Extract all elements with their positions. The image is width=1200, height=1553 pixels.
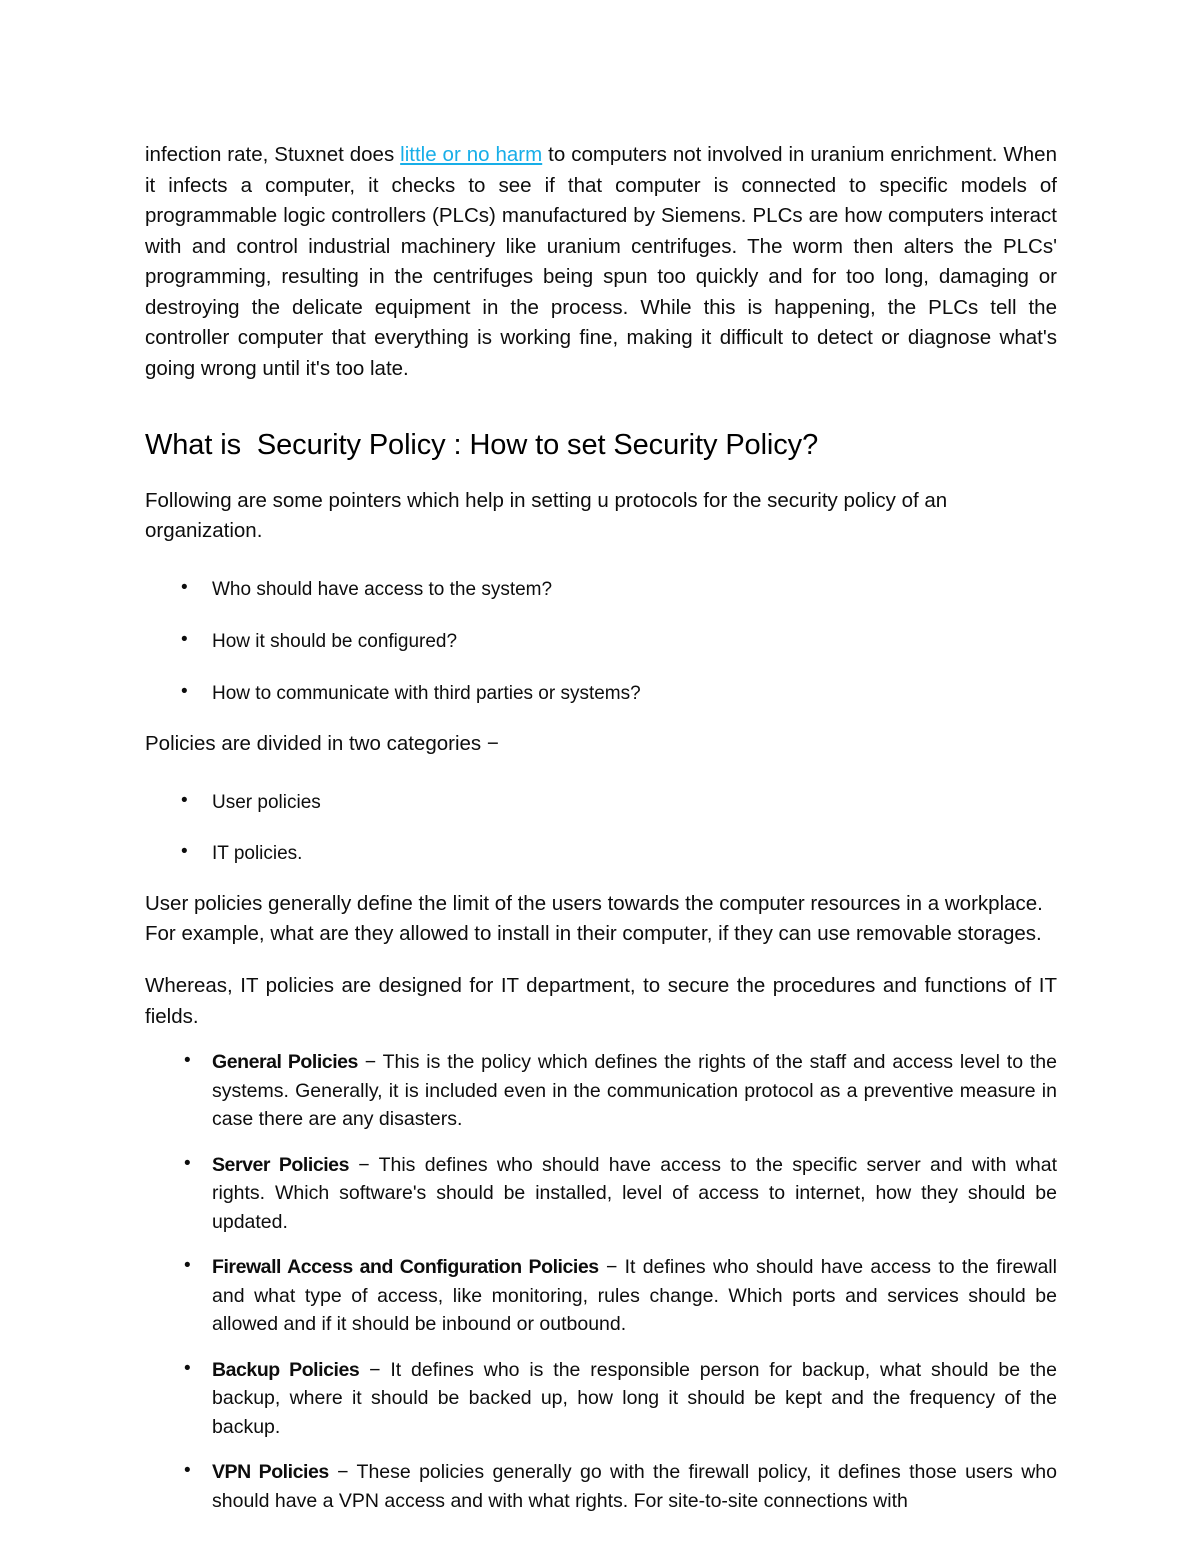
policy-separator: −: [598, 1256, 625, 1278]
categories-intro-paragraph: Policies are divided in two categories −: [145, 732, 499, 755]
question-bullet-list: [145, 576, 1057, 707]
policy-definition-list: [145, 1048, 1057, 1515]
policy-separator: −: [359, 1358, 391, 1381]
lead-paragraph: Following are some pointers which help in setting u protocols for the security policy of an organization.: [145, 489, 948, 542]
spacer: [145, 1032, 1057, 1048]
spacer: [145, 464, 1057, 486]
document-content: [145, 140, 1057, 1515]
policy-term: VPN Policies: [212, 1461, 329, 1483]
list-item: [145, 789, 1057, 816]
spacer: [145, 546, 1057, 576]
list-item: [145, 628, 1057, 655]
policy-term: Firewall Access and Configuration Policies: [212, 1256, 599, 1278]
spacer: [145, 707, 1057, 729]
policy-separator: −: [348, 1153, 379, 1176]
it-policies-paragraph: Whereas, IT policies are designed for IT department, to secure the procedures and functions of IT fields.: [145, 974, 1057, 1028]
list-item: [145, 576, 1057, 603]
policy-description: It defines who should have access to the firewall and what type of access, like monitoring, rules change. Which ports and services should be allowed and if it should be inbound or outbound.: [212, 1256, 1057, 1335]
policy-term: Server Policies: [212, 1153, 349, 1176]
list-item: [145, 1356, 1057, 1442]
question-bullet-text: How to communicate with third parties or systems?: [212, 683, 641, 704]
little-or-no-harm-link[interactable]: little or no harm: [400, 143, 543, 166]
policy-term: Backup Policies: [212, 1358, 360, 1381]
policy-description: This defines who should have access to the specific server and with what rights. Which software's should be installed, level of access to internet, how they should be updated.: [212, 1153, 1057, 1233]
spacer: [145, 949, 1057, 971]
list-item: [145, 1151, 1057, 1237]
policy-separator: −: [357, 1051, 383, 1073]
policy-description: This is the policy which defines the rights of the staff and access level to the systems. Generally, it is included even in the communication protocol as a preventive measure in case there are any disasters.: [212, 1051, 1057, 1130]
intro-text-after-link: to computers not involved in uranium enrichment. When it infects a computer, it checks to see if that computer is connected to specific models of programmable logic controllers (PLCs) manufactured by Siemens. PLCs are how computers interact with and control industrial machinery like uranium centrifuges. The worm then alters the PLCs' programming, resulting in the centrifuges being spun too quickly and for too long, damaging or destroying the delicate equipment in the process. While this is happening, the PLCs tell the controller computer that everything is working fine, making it difficult to detect or diagnose what's going wrong until it's too late.: [145, 143, 1057, 380]
category-bullet-text: IT policies.: [212, 843, 303, 864]
intro-paragraph: [145, 140, 1057, 384]
spacer: [145, 867, 1057, 889]
list-item: [145, 1253, 1057, 1339]
spacer: [145, 384, 1057, 426]
list-item: [145, 1048, 1057, 1134]
list-item: [145, 680, 1057, 707]
section-heading: What is Security Policy : How to set Security Policy?: [145, 429, 819, 461]
category-bullet-list: [145, 789, 1057, 867]
spacer: [145, 759, 1057, 789]
policy-description: It defines who is the responsible person for backup, what should be the backup, where it should be backed up, how long it should be kept and the frequency of the backup.: [212, 1358, 1057, 1438]
question-bullet-text: Who should have access to the system?: [212, 579, 553, 600]
list-item: [145, 840, 1057, 867]
question-bullet-text: How it should be configured?: [212, 631, 458, 652]
policy-separator: −: [328, 1461, 357, 1483]
policy-term: General Policies: [212, 1051, 358, 1073]
policy-description: These policies generally go with the firewall policy, it defines those users who should have a VPN access and with what rights. For site-to-site connections with: [212, 1461, 1057, 1512]
category-bullet-text: User policies: [212, 792, 321, 813]
user-policies-paragraph: User policies generally define the limit of the users towards the computer resources in a workplace. For example, what are they allowed to install in their computer, if they can use removable storages.: [145, 892, 1043, 945]
intro-text-before-link: infection rate, Stuxnet does: [145, 143, 401, 166]
list-item: [145, 1458, 1057, 1515]
